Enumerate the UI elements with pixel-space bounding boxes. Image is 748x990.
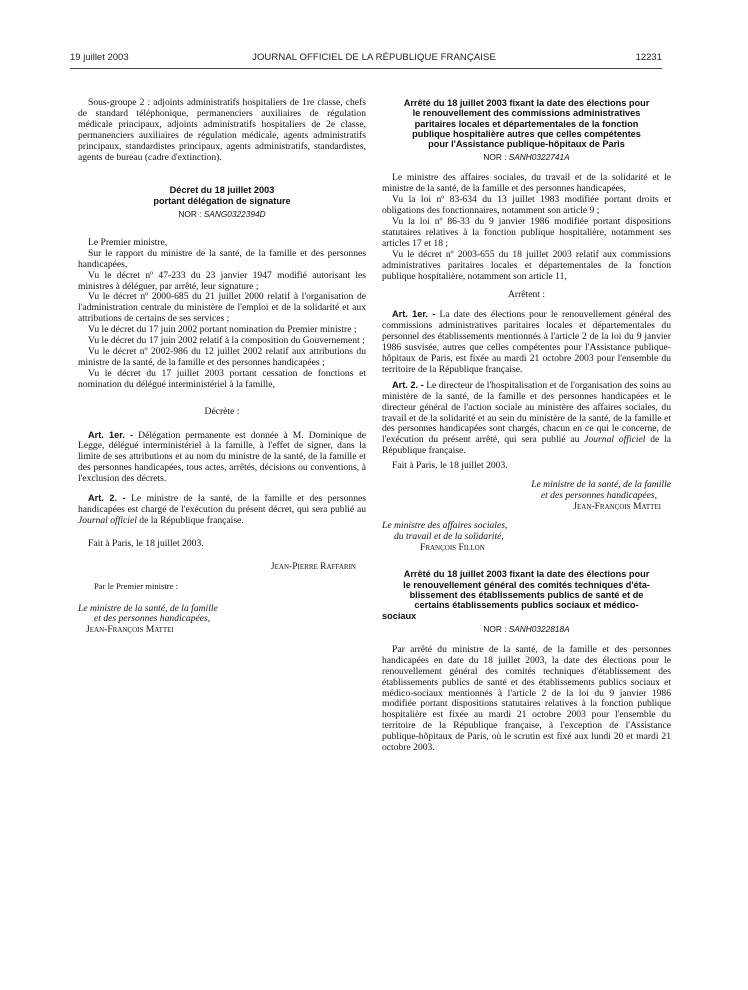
arrete-1-preamble-line: Vu le décret nº 2003-655 du 18 juillet 2003 relatif aux commissions administratives paritaires locales et départementales de la fonction publique hospitalière, notamment son article 11,: [382, 248, 671, 282]
preamble-line: Vu le décret du 17 juin 2002 portant nomination du Premier ministre ;: [88, 324, 357, 336]
page-number: 12231: [635, 52, 662, 63]
preamble-line: Sur le rapport du ministre de la santé, de la famille et des personnes handicapées,: [78, 247, 366, 270]
header-rule: [70, 68, 662, 69]
arrete-1-title-line: le renouvellement des commissions administratives: [412, 108, 641, 119]
article-1: Art. 1er. - Délégation permanente est donnée à M. Dominique de Legge, délégué interministériel à la famille, à l'effet de signer, dans la limite de ses attributions et au nom du ministre de la santé, de la famille et des personnes handicapées, tous actes, arrêtés, décisions ou conventions, à l'exclusion des décrets.: [78, 429, 367, 485]
minister-title-line-1: Le ministre de la santé, de la famille: [78, 602, 218, 614]
arrete-2-title-line: certains établissements publics sociaux et médico-: [414, 600, 639, 611]
subgroup-paragraph: Sous-groupe 2 : adjoints administratifs hospitaliers de 1re classe, chefs de standard téléphonique, permanenciers auxiliaires de régulation médicale principaux, adjoints administratifs hospitaliers de 2e classe, permanenciers auxiliaires de régulation médicale, agents administratifs principaux, standardistes principaux, agents administratifs, standardistes, agents de bureau (cadre d'extinction).: [78, 97, 366, 163]
health-minister-title-line-1: Le ministre de la santé, de la famille: [531, 479, 671, 491]
preamble-line: Vu le décret nº 2002-986 du 12 juillet 2002 relatif aux attributions du ministre de la santé, de la famille et des personnes handicapées ;: [78, 346, 366, 368]
arrete-2-title-line: Arrêté du 18 juillet 2003 fixant la date des élections pour: [403, 569, 650, 580]
arrete-2-nor: NOR : SANH0322818A: [483, 623, 570, 634]
signature-mattei: Jean-François Mattei: [573, 500, 661, 512]
arrete-1-article-2: Art. 2. - Le directeur de l'hospitalisation et de l'organisation des soins au ministère de la santé, de la famille et des personnes handicapées et le directeur général de l'action sociale au ministère des affaires sociales, du travail et de la solidarité et au sein du ministère de la santé, de la famille et des personnes handicapées sont chargés, chacun en ce qui le concerne, de l'exécution du présent arrêté, qui sera publié au Journal officiel de la République française.: [382, 379, 672, 457]
arrete-1-preamble-line: Vu la loi nº 83-634 du 13 juillet 1983 modifiée portant droits et obligations des fonctionnaires, notamment son article 9 ;: [382, 194, 671, 217]
social-minister-title-line-2: du travail et de la solidarité,: [394, 530, 504, 542]
arrete-1-title-line: Arrêté du 18 juillet 2003 fixant la date des élections pour: [403, 98, 650, 108]
arrete-1-article-1: Art. 1er. - La date des élections pour le renouvellement général des commissions administratives paritaires locales et départementales du personnel des établissements mentionnés à l'article 2 de la loi du 9 janvier 1986 susvisée, autres que celles compétentes pour l'Assistance publique-hôpitaux de Paris, est fixée au mardi 21 octobre 2003 pour l'ensemble du territoire de la République française.: [382, 309, 671, 375]
arrete-1-title-line: pour l'Assistance publique-hôpitaux de Paris: [428, 139, 625, 150]
arrete-1-nor: NOR : SANH0322741A: [483, 152, 570, 163]
signature-fillon: François Fillon: [420, 541, 485, 553]
arrete-2-title-line: blissement des établissements publics de santé et de: [409, 590, 644, 601]
preamble-line: Le Premier ministre,: [88, 236, 168, 248]
arrete-2-title-line: sociaux: [382, 610, 417, 621]
par-le-premier-ministre: Par le Premier ministre :: [94, 580, 179, 591]
social-minister-title-line-1: Le ministre des affaires sociales,: [382, 519, 508, 531]
arrete-1-title-line: publique hospitalière autres que celles compétentes: [412, 128, 641, 139]
decree-nor: NOR : SANG0322394D: [178, 209, 266, 220]
decrete-heading: Décrète :: [204, 405, 240, 417]
journal-title: JOURNAL OFFICIEL DE LA RÉPUBLIQUE FRANÇAISE: [252, 52, 496, 63]
arretent-heading: Arrêtent :: [507, 289, 546, 301]
arrete-1-title-line: paritaires locales et départementales de la fonction: [414, 118, 639, 129]
arrete-1-preamble-line: Vu la loi nº 86-33 du 9 janvier 1986 modifiée portant dispositions statutaires relatives à la fonction publique hospitalière, notamment ses articles 17 et 18 ;: [382, 216, 671, 249]
preamble-line: Vu le décret du 17 juillet 2003 portant cessation de fonctions et nomination du délégué interministériel à la famille,: [78, 367, 366, 390]
arrete-2-title-line: le renouvellement général des comités techniques d'éta-: [403, 579, 650, 590]
arrete-2-text: Par arrêté du ministre de la santé, de la famille et des personnes handicapées en date du 18 juillet 2003, la date des élections pour le renouvellement général des comités techniques d'établissement des établissements publics de santé et des établissements publics sociaux et médico-sociaux mentionnés à l'article 2 de la loi du 9 janvier 1986 modifiée portant dispositions statutaires relatives à la fonction publique hospitalière est fixée au mardi 21 octobre 2003 pour l'ensemble du territoire de la République française, à l'exception de l'Assistance publique-hôpitaux de Paris, où le scrutin est fixé aux lundi 20 et mardi 21 octobre 2003.: [382, 643, 671, 754]
arrete-1-preamble-line: Le ministre des affaires sociales, du travail et de la solidarité et le ministre de la santé, de la famille et des personnes handicapées,: [382, 172, 671, 195]
signature-mattei: Jean-François Mattei: [86, 624, 174, 636]
signature-raffarin: Jean-Pierre Raffarin: [270, 560, 356, 572]
header-date: 19 juillet 2003: [70, 52, 129, 63]
right-column: [382, 98, 671, 754]
health-minister-title-line-2: et des personnes handicapées,: [540, 489, 657, 501]
preamble-line: Vu le décret nº 2000-685 du 21 juillet 2000 relatif à l'organisation de l'administration centrale du ministère de l'emploi et de la solidarité et aux attributions de certains de ses services ;: [78, 291, 366, 325]
preamble-line: Vu le décret nº 47-233 du 23 janvier 1947 modifié autorisant les ministres à déléguer, par arrêté, leur signature ;: [78, 269, 366, 292]
preamble-line: Vu le décret du 17 juin 2002 relatif à la composition du Gouvernement ;: [88, 335, 365, 347]
minister-title-line-2: et des personnes handicapées,: [94, 613, 211, 625]
fait-a-paris: Fait à Paris, le 18 juillet 2003.: [88, 537, 204, 549]
decree-title-line-2: portant délégation de signature: [153, 195, 291, 206]
article-2: Art. 2. - Le ministre de la santé, de la famille et des personnes handicapées est chargé de l'exécution du présent décret, qui sera publié au Journal officiel de la République française.: [78, 493, 366, 526]
left-column: [78, 98, 366, 636]
decree-title-line-1: Décret du 18 juillet 2003: [169, 185, 275, 196]
arrete-1-fait: Fait à Paris, le 18 juillet 2003.: [392, 460, 508, 472]
